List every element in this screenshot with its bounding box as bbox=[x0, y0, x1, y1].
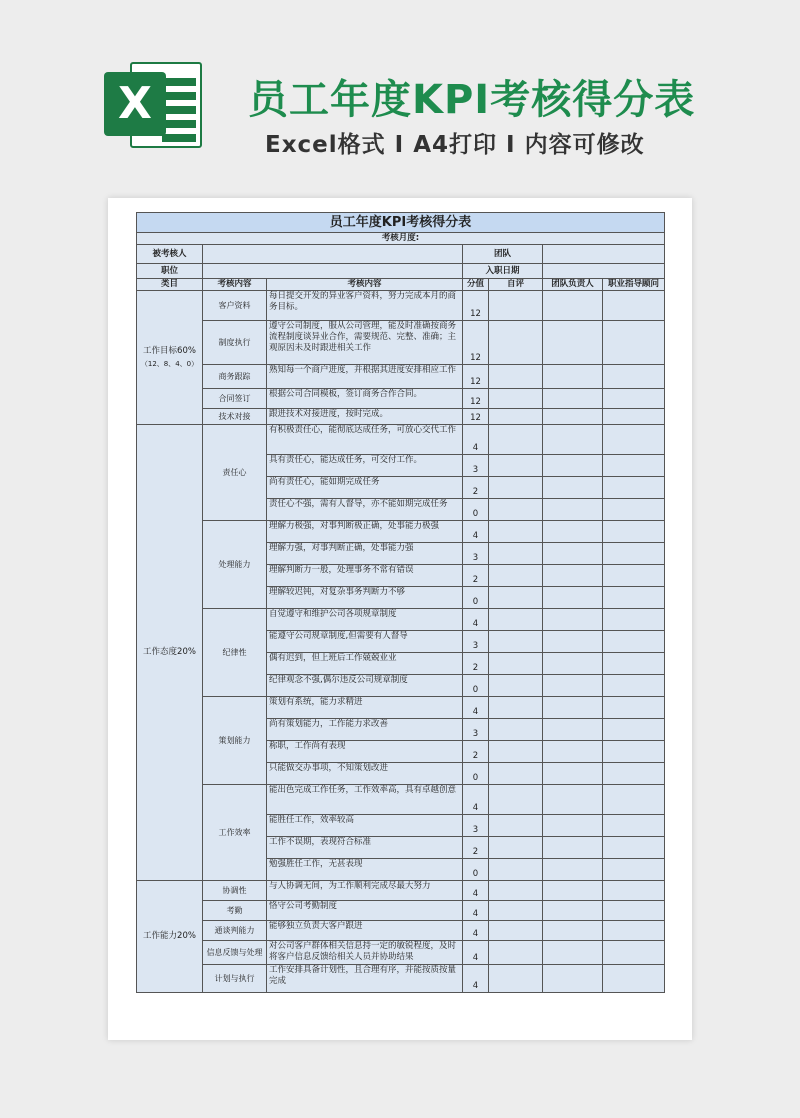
advisor-cell[interactable] bbox=[603, 941, 665, 965]
team-lead-cell[interactable] bbox=[543, 719, 603, 741]
examinee-value[interactable] bbox=[203, 245, 463, 264]
criteria-text: 遵守公司制度，服从公司管理，能及时准确按商务流程制度谈异业合作，需要规范、完整、准确；主观原因未及时跟进相关工作 bbox=[267, 321, 463, 365]
score-value: 0 bbox=[463, 763, 489, 785]
criteria-text: 跟进技术对接进度，按时完成。 bbox=[267, 409, 463, 425]
team-lead-cell[interactable] bbox=[543, 499, 603, 521]
item-name: 信息反馈与处理 bbox=[203, 941, 267, 965]
criteria-text: 能出色完成工作任务，工作效率高，具有卓越创意 bbox=[267, 785, 463, 815]
self-eval-cell[interactable] bbox=[489, 675, 543, 697]
team-lead-cell[interactable] bbox=[543, 425, 603, 455]
advisor-cell[interactable] bbox=[603, 365, 665, 389]
score-value: 2 bbox=[463, 565, 489, 587]
item-name: 客户资料 bbox=[203, 291, 267, 321]
self-eval-cell[interactable] bbox=[489, 321, 543, 365]
self-eval-cell[interactable] bbox=[489, 859, 543, 881]
item-name: 工作效率 bbox=[203, 785, 267, 881]
table-row bbox=[137, 921, 665, 941]
score-value: 2 bbox=[463, 741, 489, 763]
score-value: 4 bbox=[463, 609, 489, 631]
advisor-cell[interactable] bbox=[603, 815, 665, 837]
score-value: 12 bbox=[463, 389, 489, 409]
item-name: 考勤 bbox=[203, 901, 267, 921]
team-lead-cell[interactable] bbox=[543, 763, 603, 785]
table-row bbox=[137, 425, 665, 455]
score-value: 2 bbox=[463, 653, 489, 675]
self-eval-cell[interactable] bbox=[489, 587, 543, 609]
kpi-table bbox=[136, 212, 665, 993]
team-lead-cell[interactable] bbox=[543, 881, 603, 901]
team-lead-cell[interactable] bbox=[543, 921, 603, 941]
table-row bbox=[137, 785, 665, 815]
category-cell bbox=[137, 425, 203, 881]
banner bbox=[0, 0, 800, 190]
criteria-text: 能胜任工作，效率较高 bbox=[267, 815, 463, 837]
item-name: 协调性 bbox=[203, 881, 267, 901]
criteria-text: 尚有责任心，能如期完成任务 bbox=[267, 477, 463, 499]
criteria-text: 责任心不强，需有人督导，亦不能如期完成任务 bbox=[267, 499, 463, 521]
self-eval-cell[interactable] bbox=[489, 477, 543, 499]
criteria-text: 每日提交开发的异业客户资料，努力完成本月的商务目标。 bbox=[267, 291, 463, 321]
advisor-cell[interactable] bbox=[603, 389, 665, 409]
score-value: 3 bbox=[463, 543, 489, 565]
excel-logo-icon bbox=[104, 56, 202, 154]
self-eval-cell[interactable] bbox=[489, 719, 543, 741]
advisor-cell[interactable] bbox=[603, 881, 665, 901]
advisor-cell[interactable] bbox=[603, 631, 665, 653]
header-category: 类目 bbox=[137, 279, 203, 291]
self-eval-cell[interactable] bbox=[489, 901, 543, 921]
sheet-title: 员工年度KPI考核得分表 bbox=[137, 213, 665, 233]
header-team-lead: 团队负责人 bbox=[543, 279, 603, 291]
item-name: 策划能力 bbox=[203, 697, 267, 785]
self-eval-cell[interactable] bbox=[489, 763, 543, 785]
advisor-cell[interactable] bbox=[603, 965, 665, 993]
self-eval-cell[interactable] bbox=[489, 609, 543, 631]
criteria-text: 能够独立负责大客户跟进 bbox=[267, 921, 463, 941]
score-value: 0 bbox=[463, 675, 489, 697]
self-eval-cell[interactable] bbox=[489, 499, 543, 521]
team-lead-cell[interactable] bbox=[543, 837, 603, 859]
team-lead-cell[interactable] bbox=[543, 521, 603, 543]
table-row bbox=[137, 609, 665, 631]
self-eval-cell[interactable] bbox=[489, 455, 543, 477]
header-score: 分值 bbox=[463, 279, 489, 291]
hire-date-value[interactable] bbox=[543, 264, 665, 279]
team-lead-cell[interactable] bbox=[543, 321, 603, 365]
team-lead-cell[interactable] bbox=[543, 675, 603, 697]
header-item: 考核内容 bbox=[203, 279, 267, 291]
criteria-text: 有积极责任心，能彻底达成任务，可放心交代工作 bbox=[267, 425, 463, 455]
item-name: 商务跟踪 bbox=[203, 365, 267, 389]
self-eval-cell[interactable] bbox=[489, 741, 543, 763]
criteria-text: 理解较迟钝，对复杂事务判断力不够 bbox=[267, 587, 463, 609]
category-name: 工作态度20% bbox=[143, 647, 196, 657]
self-eval-cell[interactable] bbox=[489, 565, 543, 587]
item-name: 制度执行 bbox=[203, 321, 267, 365]
self-eval-cell[interactable] bbox=[489, 881, 543, 901]
table-row bbox=[137, 389, 665, 409]
advisor-cell[interactable] bbox=[603, 837, 665, 859]
table-row bbox=[137, 521, 665, 543]
criteria-text: 勉强胜任工作，无甚表现 bbox=[267, 859, 463, 881]
score-value: 12 bbox=[463, 321, 489, 365]
team-lead-cell[interactable] bbox=[543, 653, 603, 675]
category-cell bbox=[137, 881, 203, 993]
score-value: 0 bbox=[463, 587, 489, 609]
self-eval-cell[interactable] bbox=[489, 291, 543, 321]
criteria-text: 与人协调无间，为工作顺利完成尽最大努力 bbox=[267, 881, 463, 901]
criteria-text: 自觉遵守和维护公司各项规章制度 bbox=[267, 609, 463, 631]
self-eval-cell[interactable] bbox=[489, 521, 543, 543]
criteria-text: 策划有系统，能力求精进 bbox=[267, 697, 463, 719]
position-label: 职位 bbox=[137, 264, 203, 279]
score-value: 4 bbox=[463, 785, 489, 815]
criteria-text: 根据公司合同模板，签订商务合作合同。 bbox=[267, 389, 463, 409]
score-value: 2 bbox=[463, 837, 489, 859]
score-value: 4 bbox=[463, 901, 489, 921]
item-name: 合同签订 bbox=[203, 389, 267, 409]
criteria-text: 能遵守公司规章制度,但需要有人督导 bbox=[267, 631, 463, 653]
advisor-cell[interactable] bbox=[603, 921, 665, 941]
month-label: 考核月度: bbox=[137, 233, 665, 245]
criteria-text: 恪守公司考勤制度 bbox=[267, 901, 463, 921]
table-row bbox=[137, 697, 665, 719]
table-row bbox=[137, 901, 665, 921]
advisor-cell[interactable] bbox=[603, 321, 665, 365]
advisor-cell[interactable] bbox=[603, 477, 665, 499]
self-eval-cell[interactable] bbox=[489, 815, 543, 837]
criteria-text: 尚有策划能力，工作能力求改善 bbox=[267, 719, 463, 741]
score-value: 12 bbox=[463, 409, 489, 425]
criteria-text: 理解力极强，对事判断极正确，处事能力极强 bbox=[267, 521, 463, 543]
category-note: （12、8、4、0） bbox=[140, 359, 199, 368]
criteria-text: 熟知每一个商户进度，并根据其进度安排相应工作 bbox=[267, 365, 463, 389]
advisor-cell[interactable] bbox=[603, 675, 665, 697]
criteria-text: 称职，工作尚有表现 bbox=[267, 741, 463, 763]
criteria-text: 偶有迟到，但上班后工作兢兢业业 bbox=[267, 653, 463, 675]
table-row bbox=[137, 881, 665, 901]
item-name: 技术对接 bbox=[203, 409, 267, 425]
category-cell bbox=[137, 291, 203, 425]
score-value: 3 bbox=[463, 455, 489, 477]
self-eval-cell[interactable] bbox=[489, 365, 543, 389]
advisor-cell[interactable] bbox=[603, 763, 665, 785]
criteria-text: 工作安排具备计划性，且合理有序，并能按质按量完成 bbox=[267, 965, 463, 993]
team-lead-cell[interactable] bbox=[543, 815, 603, 837]
banner-title: 员工年度KPI考核得分表 bbox=[248, 77, 696, 123]
self-eval-cell[interactable] bbox=[489, 653, 543, 675]
team-lead-cell[interactable] bbox=[543, 409, 603, 425]
self-eval-cell[interactable] bbox=[489, 425, 543, 455]
score-value: 4 bbox=[463, 941, 489, 965]
self-eval-cell[interactable] bbox=[489, 941, 543, 965]
criteria-text: 工作不误期，表现符合标准 bbox=[267, 837, 463, 859]
criteria-text: 理解判断力一般，处理事务不常有错误 bbox=[267, 565, 463, 587]
advisor-cell[interactable] bbox=[603, 785, 665, 815]
team-lead-cell[interactable] bbox=[543, 941, 603, 965]
score-value: 12 bbox=[463, 291, 489, 321]
examinee-label: 被考核人 bbox=[137, 245, 203, 264]
criteria-text: 理解力强，对事判断正确，处事能力强 bbox=[267, 543, 463, 565]
header-advisor: 职业指导顾问 bbox=[603, 279, 665, 291]
team-value[interactable] bbox=[543, 245, 665, 264]
table-row bbox=[137, 321, 665, 365]
advisor-cell[interactable] bbox=[603, 719, 665, 741]
advisor-cell[interactable] bbox=[603, 291, 665, 321]
advisor-cell[interactable] bbox=[603, 901, 665, 921]
team-lead-cell[interactable] bbox=[543, 365, 603, 389]
team-lead-cell[interactable] bbox=[543, 901, 603, 921]
header-content: 考核内容 bbox=[267, 279, 463, 291]
score-value: 3 bbox=[463, 719, 489, 741]
team-lead-cell[interactable] bbox=[543, 631, 603, 653]
advisor-cell[interactable] bbox=[603, 409, 665, 425]
score-value: 4 bbox=[463, 881, 489, 901]
team-lead-cell[interactable] bbox=[543, 291, 603, 321]
item-name: 处理能力 bbox=[203, 521, 267, 609]
criteria-text: 纪律观念不强,偶尔违反公司规章制度 bbox=[267, 675, 463, 697]
score-value: 4 bbox=[463, 521, 489, 543]
team-lead-cell[interactable] bbox=[543, 859, 603, 881]
item-name: 责任心 bbox=[203, 425, 267, 521]
self-eval-cell[interactable] bbox=[489, 697, 543, 719]
table-row bbox=[137, 365, 665, 389]
advisor-cell[interactable] bbox=[603, 609, 665, 631]
table-row bbox=[137, 941, 665, 965]
team-lead-cell[interactable] bbox=[543, 543, 603, 565]
team-lead-cell[interactable] bbox=[543, 477, 603, 499]
advisor-cell[interactable] bbox=[603, 653, 665, 675]
advisor-cell[interactable] bbox=[603, 543, 665, 565]
self-eval-cell[interactable] bbox=[489, 921, 543, 941]
self-eval-cell[interactable] bbox=[489, 389, 543, 409]
table-row bbox=[137, 965, 665, 993]
header-self-eval: 自评 bbox=[489, 279, 543, 291]
team-lead-cell[interactable] bbox=[543, 565, 603, 587]
self-eval-cell[interactable] bbox=[489, 631, 543, 653]
advisor-cell[interactable] bbox=[603, 697, 665, 719]
criteria-text: 具有责任心，能达成任务，可交付工作。 bbox=[267, 455, 463, 477]
team-lead-cell[interactable] bbox=[543, 965, 603, 993]
self-eval-cell[interactable] bbox=[489, 785, 543, 815]
sheet-paper bbox=[108, 198, 692, 1040]
position-value[interactable] bbox=[203, 264, 463, 279]
self-eval-cell[interactable] bbox=[489, 543, 543, 565]
score-value: 3 bbox=[463, 815, 489, 837]
table-row bbox=[137, 409, 665, 425]
score-value: 4 bbox=[463, 965, 489, 993]
self-eval-cell[interactable] bbox=[489, 837, 543, 859]
advisor-cell[interactable] bbox=[603, 565, 665, 587]
category-name: 工作目标60% bbox=[143, 345, 196, 356]
advisor-cell[interactable] bbox=[603, 741, 665, 763]
team-lead-cell[interactable] bbox=[543, 697, 603, 719]
team-lead-cell[interactable] bbox=[543, 741, 603, 763]
advisor-cell[interactable] bbox=[603, 499, 665, 521]
advisor-cell[interactable] bbox=[603, 425, 665, 455]
score-value: 0 bbox=[463, 859, 489, 881]
team-lead-cell[interactable] bbox=[543, 389, 603, 409]
criteria-text: 对公司客户群体相关信息持一定的敏锐程度，及时将客户信息反馈给相关人员并协助结果 bbox=[267, 941, 463, 965]
self-eval-cell[interactable] bbox=[489, 965, 543, 993]
excel-x-badge: X bbox=[104, 72, 166, 136]
score-value: 12 bbox=[463, 365, 489, 389]
advisor-cell[interactable] bbox=[603, 587, 665, 609]
team-label: 团队 bbox=[463, 245, 543, 264]
banner-subtitle: Excel格式 I A4打印 I 内容可修改 bbox=[265, 132, 645, 158]
hire-date-label: 入职日期 bbox=[463, 264, 543, 279]
team-lead-cell[interactable] bbox=[543, 609, 603, 631]
score-value: 4 bbox=[463, 697, 489, 719]
self-eval-cell[interactable] bbox=[489, 409, 543, 425]
table-row bbox=[137, 291, 665, 321]
score-value: 0 bbox=[463, 499, 489, 521]
category-name: 工作能力20% bbox=[143, 931, 196, 941]
score-value: 4 bbox=[463, 425, 489, 455]
advisor-cell[interactable] bbox=[603, 859, 665, 881]
advisor-cell[interactable] bbox=[603, 521, 665, 543]
criteria-text: 只能做交办事项，不知策划改进 bbox=[267, 763, 463, 785]
kpi-body bbox=[137, 291, 665, 993]
item-name: 通谈判能力 bbox=[203, 921, 267, 941]
item-name: 计划与执行 bbox=[203, 965, 267, 993]
advisor-cell[interactable] bbox=[603, 455, 665, 477]
score-value: 3 bbox=[463, 631, 489, 653]
score-value: 2 bbox=[463, 477, 489, 499]
score-value: 4 bbox=[463, 921, 489, 941]
team-lead-cell[interactable] bbox=[543, 785, 603, 815]
team-lead-cell[interactable] bbox=[543, 587, 603, 609]
team-lead-cell[interactable] bbox=[543, 455, 603, 477]
item-name: 纪律性 bbox=[203, 609, 267, 697]
